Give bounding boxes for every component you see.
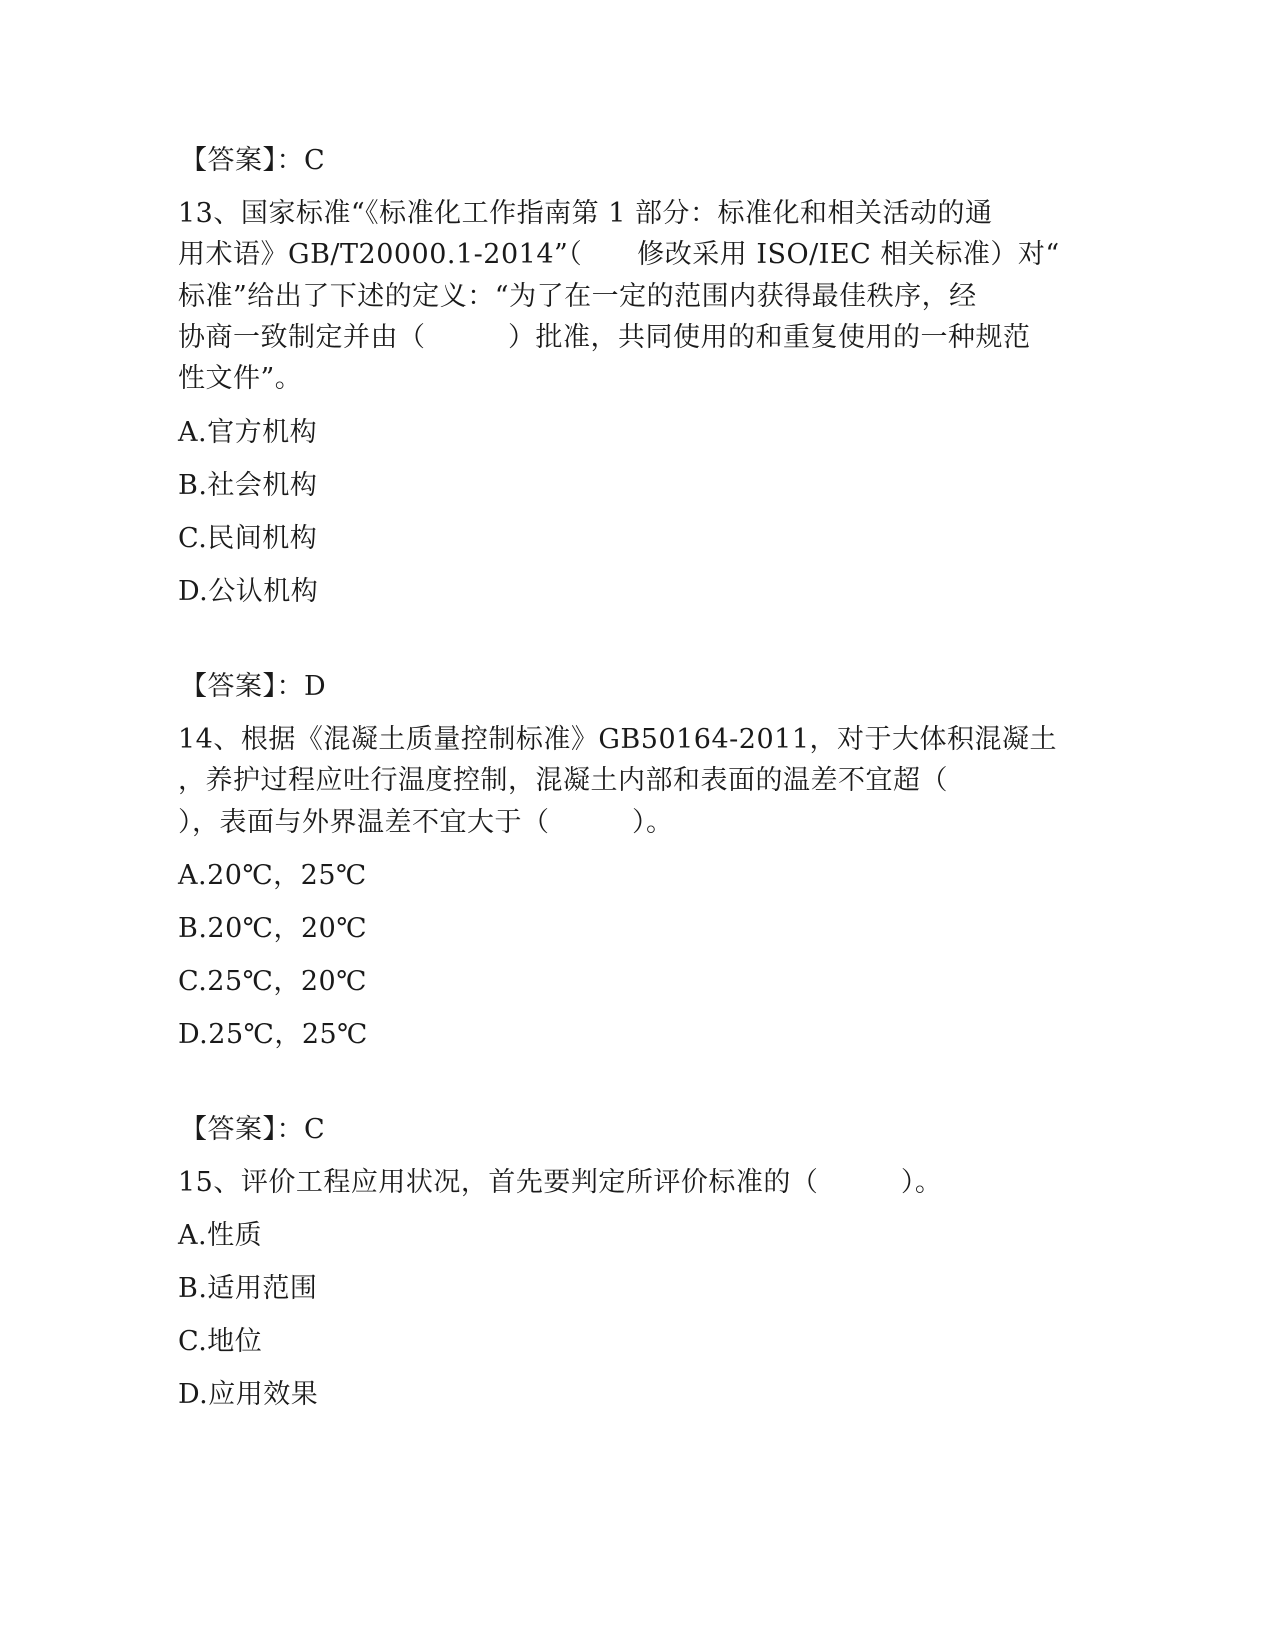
question-14-line-2: ，养护过程应吐行温度控制，混凝土内部和表面的温差不宜超（ (178, 765, 948, 796)
answer-label: 【答案】：C (180, 1114, 326, 1145)
option-14-b: B.20℃，20℃ (178, 913, 368, 944)
question-14-line-1: 14、根据《混凝土质量控制标准》GB50164-2011，对于大体积混凝土 (178, 724, 1057, 755)
question-13-line-2: 用术语》GB/T20000.1-2014”（ 修改采用 ISO/IEC 相关标准）对“ (178, 239, 1060, 270)
option-13-a: A.官方机构 (178, 417, 318, 448)
option-15-c: C.地位 (178, 1326, 263, 1357)
option-13-c: C.民间机构 (178, 523, 318, 554)
question-13-line-3: 标准”给出了下述的定义：“为了在一定的范围内获得最佳秩序，经 (178, 281, 977, 312)
option-15-d: D.应用效果 (178, 1379, 319, 1410)
question-13-line-4: 协商一致制定并由（ ）批准，共同使用的和重复使用的一种规范 (178, 322, 1031, 353)
question-13-line-1: 13、国家标准“《标准化工作指南第 1 部分：标准化和相关活动的通 (178, 198, 993, 229)
option-15-b: B.适用范围 (178, 1273, 318, 1304)
option-14-d: D.25℃，25℃ (178, 1019, 368, 1050)
question-15-line-1: 15、评价工程应用状况，首先要判定所评价标准的（ ）。 (178, 1167, 943, 1198)
option-13-d: D.公认机构 (178, 576, 319, 607)
answer-label: 【答案】：C (180, 145, 326, 176)
answer-label: 【答案】：D (180, 671, 327, 702)
question-13-line-5: 性文件”。 (178, 363, 303, 394)
option-14-c: C.25℃，20℃ (178, 966, 367, 997)
option-15-a: A.性质 (178, 1220, 263, 1251)
question-14-line-3: ），表面与外界温差不宜大于（ ）。 (178, 807, 674, 838)
option-14-a: A.20℃，25℃ (178, 860, 367, 891)
option-13-b: B.社会机构 (178, 470, 318, 501)
